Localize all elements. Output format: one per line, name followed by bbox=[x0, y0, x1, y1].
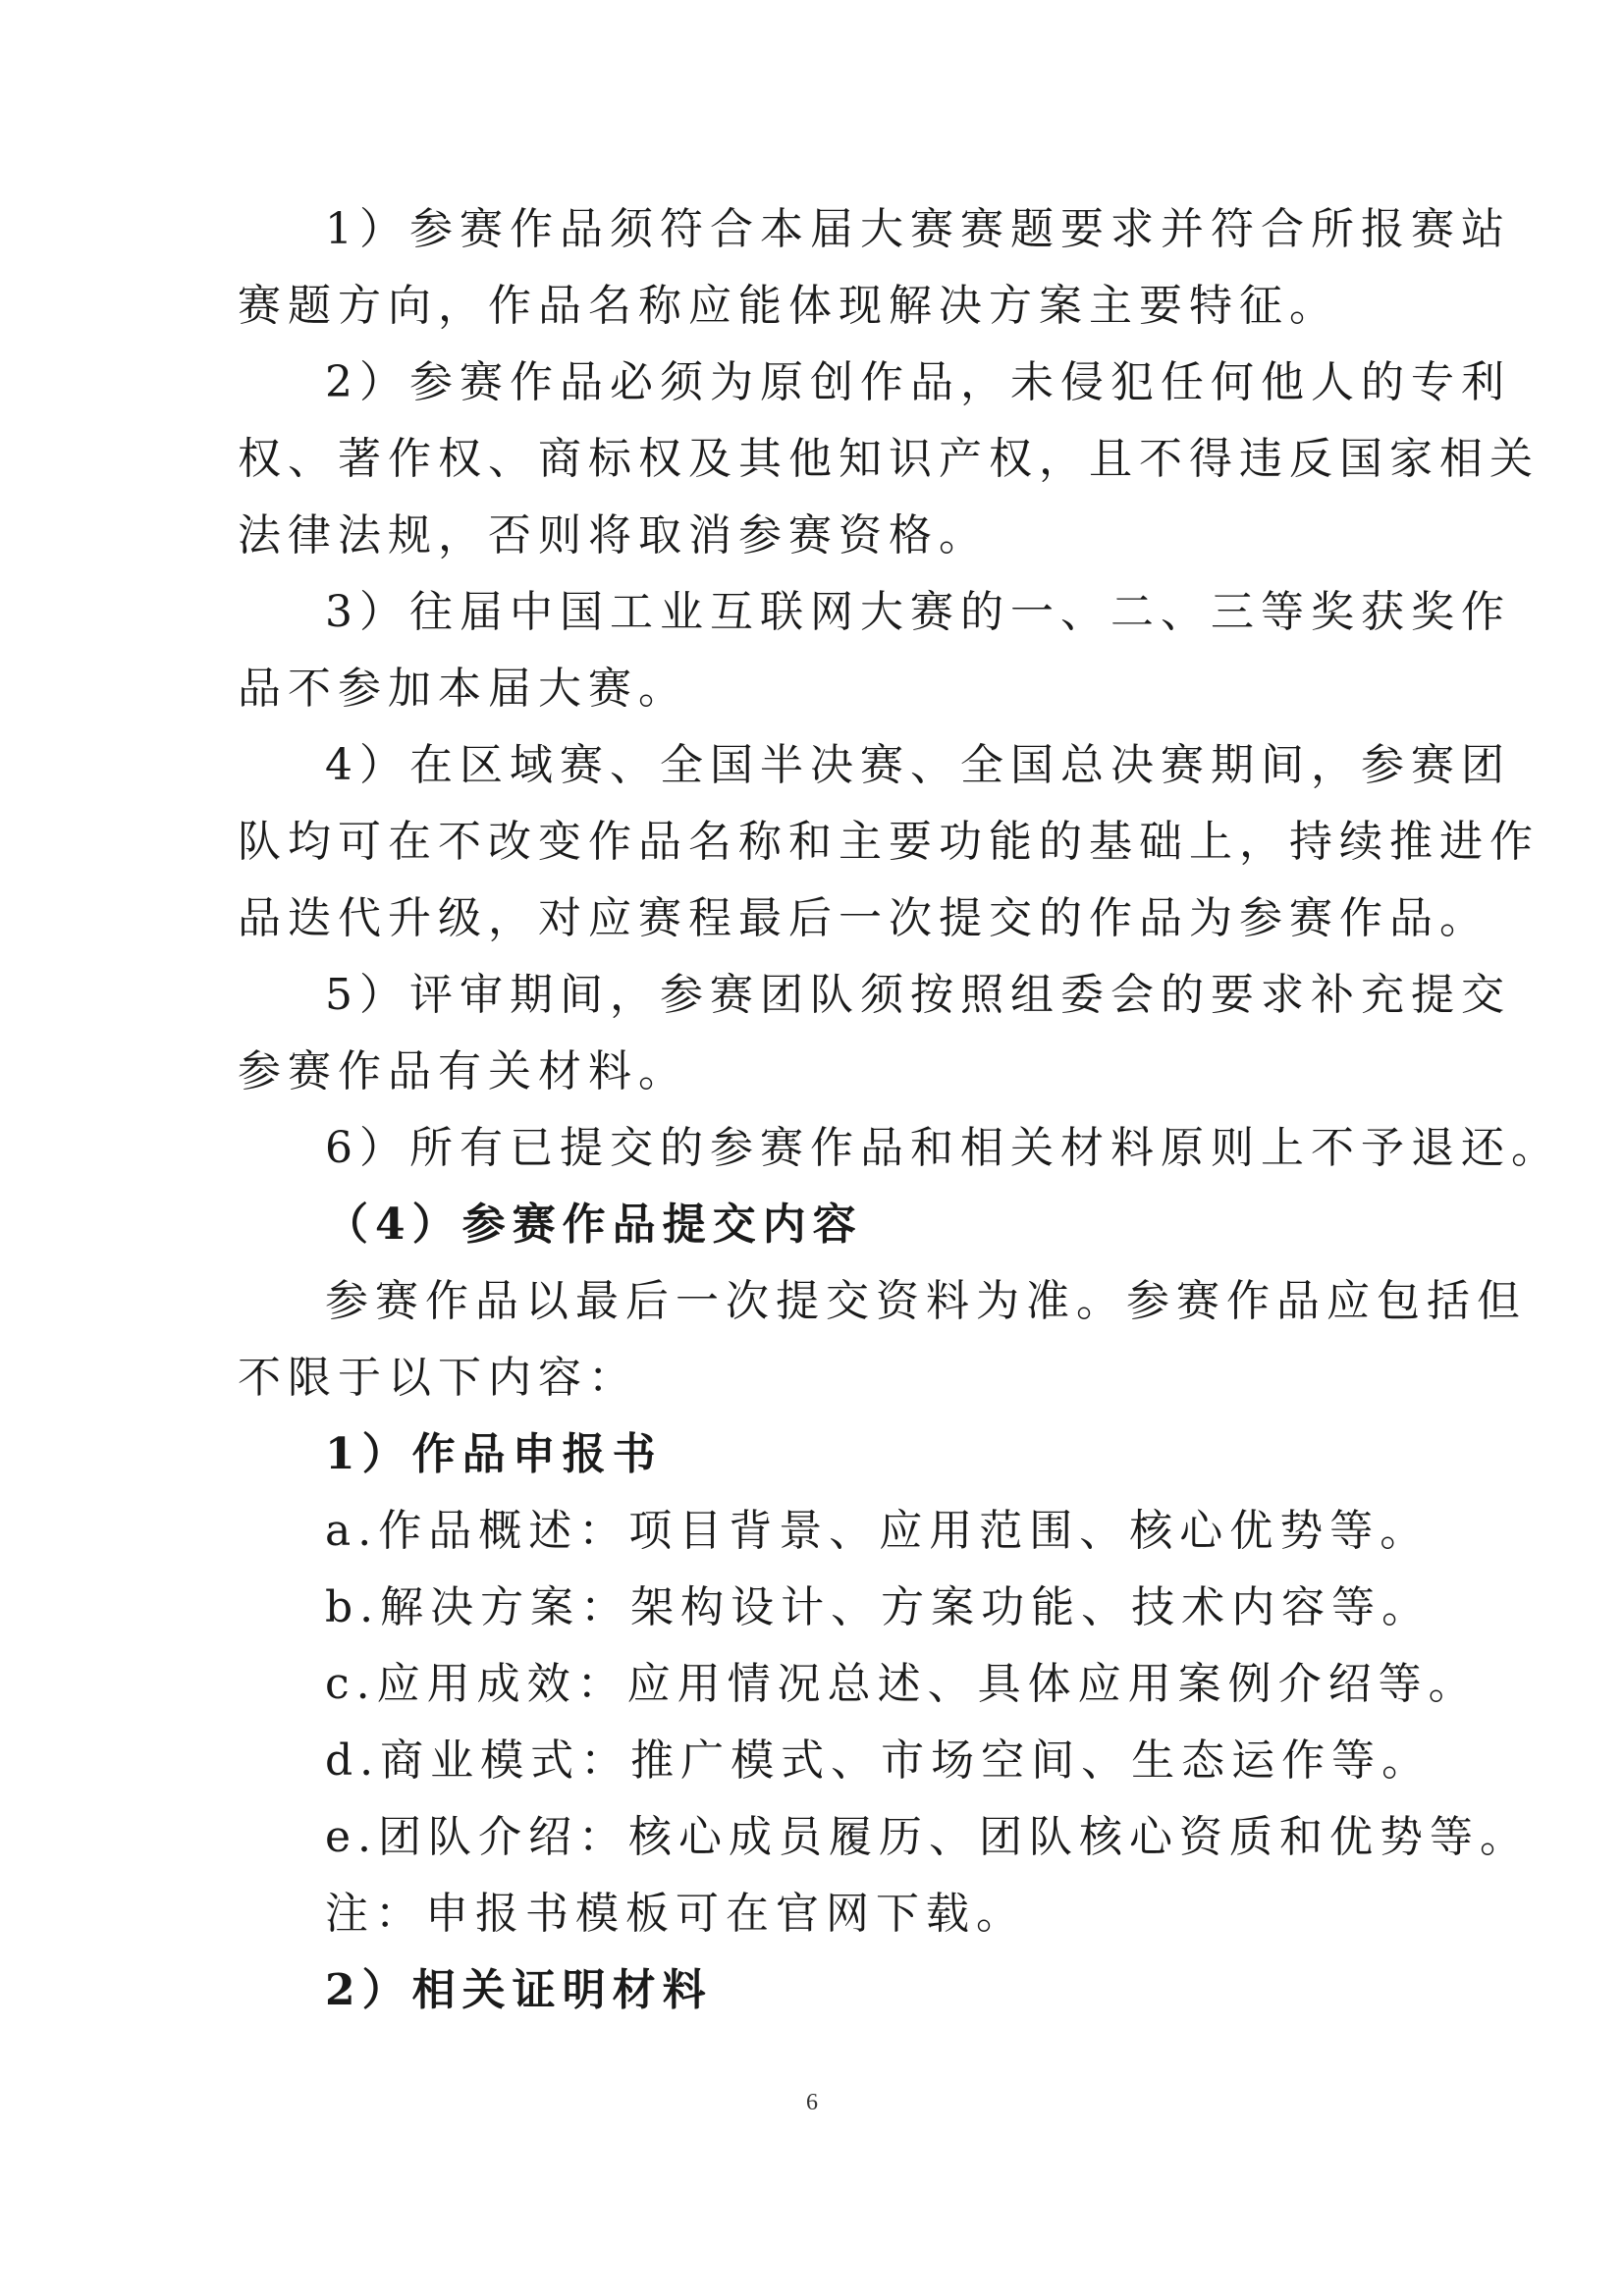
paragraph-3-line-2: 品不参加本届大赛。 bbox=[238, 664, 688, 714]
list-item-e: e.团队介绍：核心成员履历、团队核心资质和优势等。 bbox=[325, 1812, 1531, 1862]
intro-line-1: 参赛作品以最后一次提交资料为准。参赛作品应包括但 bbox=[325, 1276, 1527, 1326]
paragraph-2-line-3: 法律法规，否则将取消参赛资格。 bbox=[238, 510, 989, 561]
paragraph-3-line-1: 3）往届中国工业互联网大赛的一、二、三等奖获奖作 bbox=[325, 587, 1511, 637]
note: 注：申报书模板可在官网下载。 bbox=[325, 1889, 1026, 1939]
list-item-c: c.应用成效：应用情况总述、具体应用案例介绍等。 bbox=[325, 1659, 1479, 1709]
paragraph-4-line-1: 4）在区域赛、全国半决赛、全国总决赛期间，参赛团 bbox=[325, 740, 1511, 790]
paragraph-4-line-2: 队均可在不改变作品名称和主要功能的基础上，持续推进作 bbox=[238, 817, 1540, 867]
paragraph-1-line-1: 1）参赛作品须符合本届大赛赛题要求并符合所报赛站 bbox=[325, 204, 1511, 254]
list-item-b: b.解决方案：架构设计、方案功能、技术内容等。 bbox=[325, 1582, 1433, 1632]
list-item-a: a.作品概述：项目背景、应用范围、核心优势等。 bbox=[325, 1506, 1431, 1556]
subheading-application-form: 1）作品申报书 bbox=[325, 1429, 663, 1479]
list-item-d: d.商业模式：推广模式、市场空间、生态运作等。 bbox=[325, 1735, 1433, 1786]
intro-line-2: 不限于以下内容： bbox=[238, 1353, 638, 1403]
paragraph-6-line-1: 6）所有已提交的参赛作品和相关材料原则上不予退还。 bbox=[325, 1123, 1561, 1173]
paragraph-5-line-1: 5）评审期间，参赛团队须按照组委会的要求补充提交 bbox=[325, 970, 1511, 1020]
paragraph-1-line-2: 赛题方向，作品名称应能体现解决方案主要特征。 bbox=[238, 281, 1339, 331]
paragraph-4-line-3: 品迭代升级，对应赛程最后一次提交的作品为参赛作品。 bbox=[238, 893, 1489, 943]
subheading-supporting-materials: 2）相关证明材料 bbox=[325, 1965, 713, 2015]
paragraph-5-line-2: 参赛作品有关材料。 bbox=[238, 1046, 688, 1096]
page-number: 6 bbox=[806, 2090, 818, 2115]
paragraph-2-line-1: 2）参赛作品必须为原创作品，未侵犯任何他人的专利 bbox=[325, 357, 1511, 407]
section-heading: （4）参赛作品提交内容 bbox=[325, 1200, 863, 1250]
paragraph-2-line-2: 权、著作权、商标权及其他知识产权，且不得违反国家相关 bbox=[238, 434, 1540, 484]
